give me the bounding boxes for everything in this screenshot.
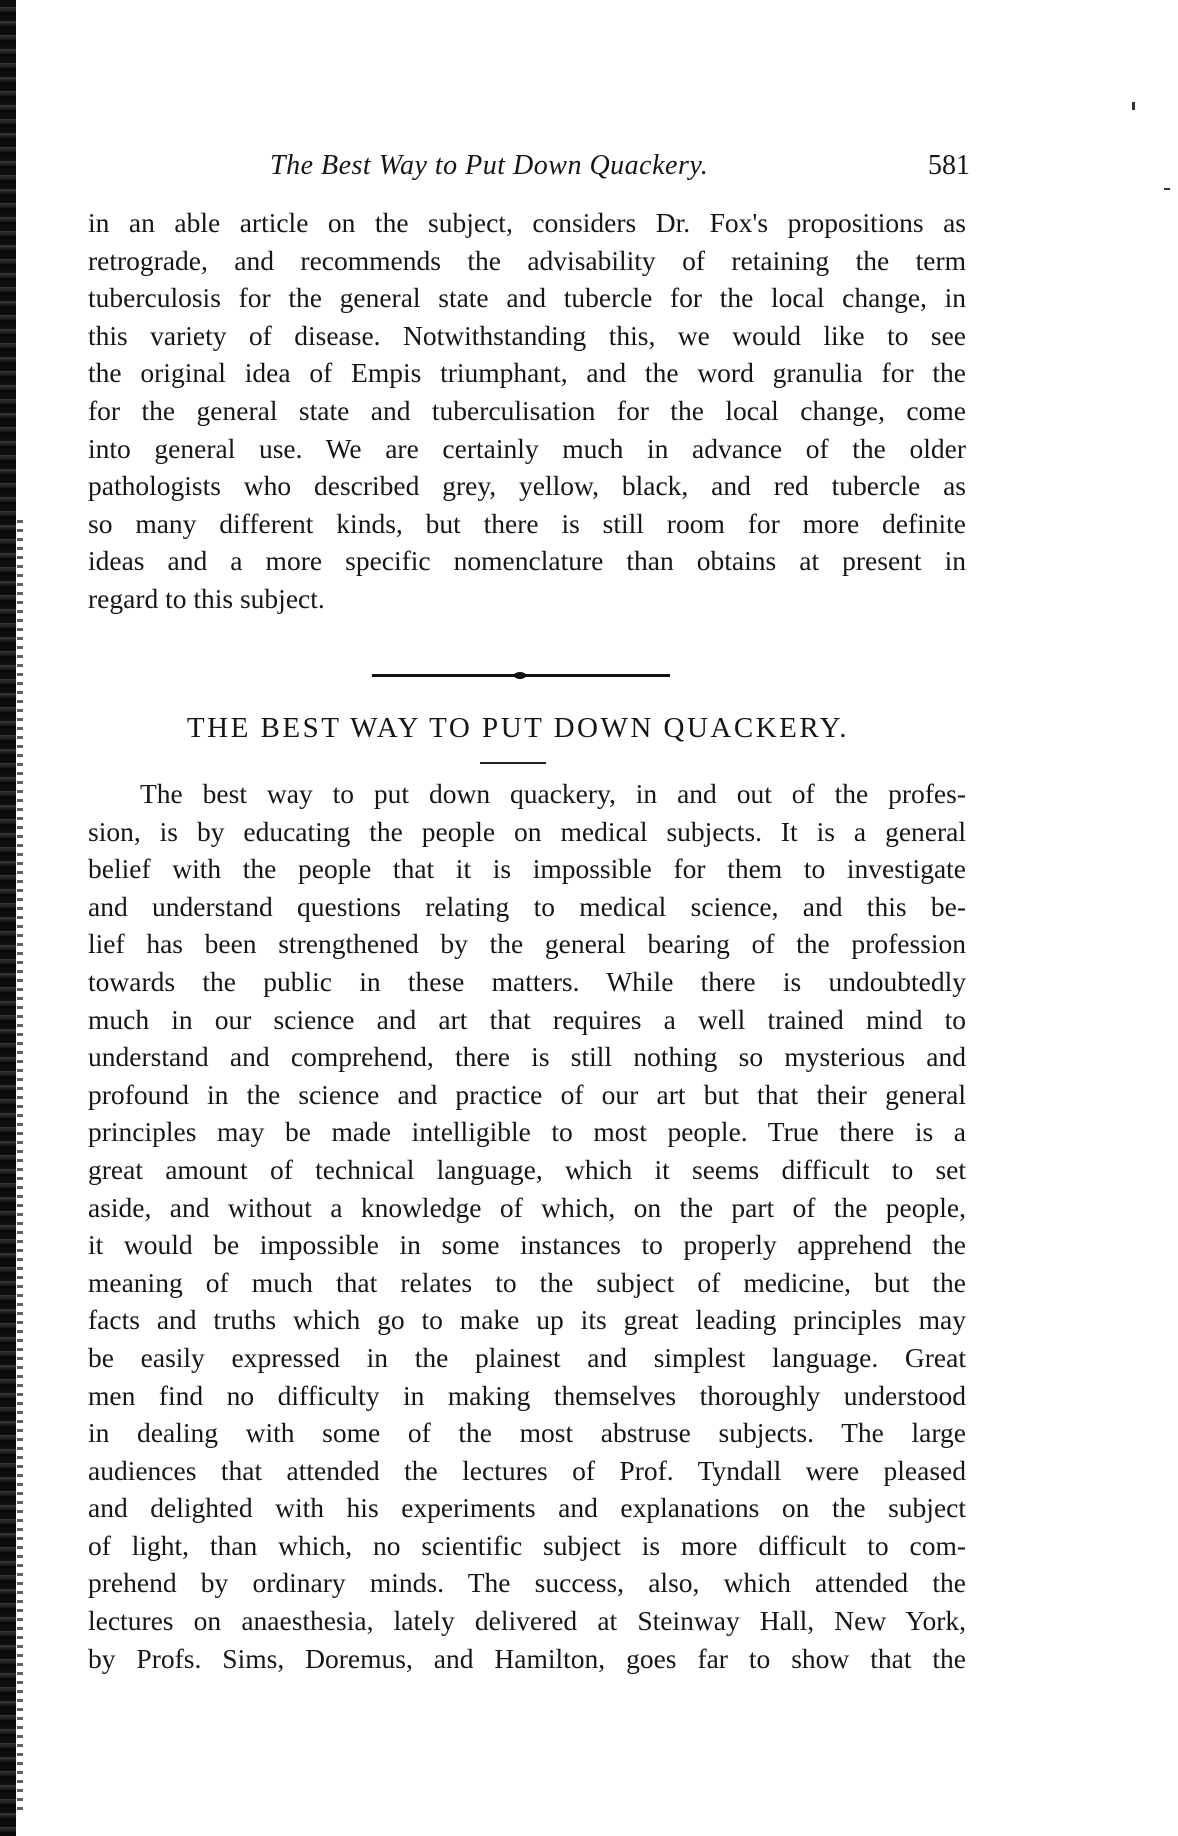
text-line: much in our science and art that requires a well trained mind to	[88, 1003, 966, 1035]
divider-dot	[514, 672, 526, 679]
text-line: retrograde, and recommends the advisability of retaining the term	[88, 244, 966, 276]
text-line: audiences that attended the lectures of Prof. Tyndall were pleased	[88, 1454, 966, 1486]
section-paragraph	[88, 775, 966, 1677]
text-line: for the general state and tuberculisation for the local change, come	[88, 394, 966, 426]
text-line: facts and truths which go to make up its great leading principles may	[88, 1304, 966, 1336]
scan-speck	[1164, 188, 1170, 190]
text-line: towards the public in these matters. While there is undoubtedly	[88, 965, 966, 997]
text-line: meaning of much that relates to the subject of medicine, but the	[88, 1266, 966, 1298]
text-line: this variety of disease. Notwithstanding this, we would like to see	[88, 319, 966, 351]
text-line: tuberculosis for the general state and tubercle for the local change, in	[88, 282, 966, 314]
continued-paragraph	[88, 204, 966, 618]
text-line: understand and comprehend, there is still nothing so mysterious and	[88, 1041, 966, 1073]
text-line: men find no difficulty in making themselves thoroughly understood	[88, 1379, 966, 1411]
text-line: pathologists who described grey, yellow, black, and red tubercle as	[88, 470, 966, 502]
text-line: great amount of technical language, which it seems difficult to set	[88, 1153, 966, 1185]
text-line: principles may be made intelligible to most people. True there is a	[88, 1116, 966, 1148]
text-line: lief has been strengthened by the general bearing of the profession	[88, 928, 966, 960]
section-title: THE BEST WAY TO PUT DOWN QUACKERY.	[186, 712, 850, 744]
text-line: and delighted with his experiments and explanations on the subject	[88, 1492, 966, 1524]
page-binding-shadow	[17, 520, 23, 1810]
text-line: into general use. We are certainly much in advance of the older	[88, 432, 966, 464]
text-line: so many different kinds, but there is still room for more definite	[88, 507, 966, 539]
text-line: regard to this subject.	[88, 582, 325, 614]
text-line: be easily expressed in the plainest and simplest language. Great	[88, 1341, 966, 1373]
running-head: The Best Way to Put Down Quackery.	[270, 150, 709, 181]
text-line: belief with the people that it is impossible for them to investigate	[88, 853, 966, 885]
text-line: ideas and a more specific nomenclature than obtains at present in	[88, 545, 966, 577]
text-line: profound in the science and practice of our art but that their general	[88, 1078, 966, 1110]
page-number: 581	[928, 150, 970, 181]
text-line: prehend by ordinary minds. The success, also, which attended the	[88, 1567, 966, 1599]
text-line: in dealing with some of the most abstruse subjects. The large	[88, 1417, 966, 1449]
scan-speck	[1132, 102, 1135, 110]
text-line: of light, than which, no scientific subject is more difficult to com-	[88, 1529, 966, 1561]
text-line: aside, and without a knowledge of which, on the part of the people,	[88, 1191, 966, 1223]
text-line: it would be impossible in some instances to properly apprehend the	[88, 1229, 966, 1261]
section-divider-ornament	[372, 672, 670, 680]
text-line: The best way to put down quackery, in and out of the profes-	[140, 778, 966, 809]
text-line: the original idea of Empis triumphant, and the word granulia for the	[88, 357, 966, 389]
text-line: in an able article on the subject, considers Dr. Fox's propositions as	[88, 207, 966, 238]
page-binding-edge	[0, 0, 16, 1836]
text-line: and understand questions relating to medical science, and this be-	[88, 890, 966, 922]
text-line: sion, is by educating the people on medical subjects. It is a general	[88, 815, 966, 847]
text-line: lectures on anaesthesia, lately delivered at Steinway Hall, New York,	[88, 1605, 966, 1637]
text-line: by Profs. Sims, Doremus, and Hamilton, goes far to show that the	[88, 1642, 966, 1674]
title-underline-rule	[480, 762, 546, 764]
page-header	[270, 150, 970, 190]
